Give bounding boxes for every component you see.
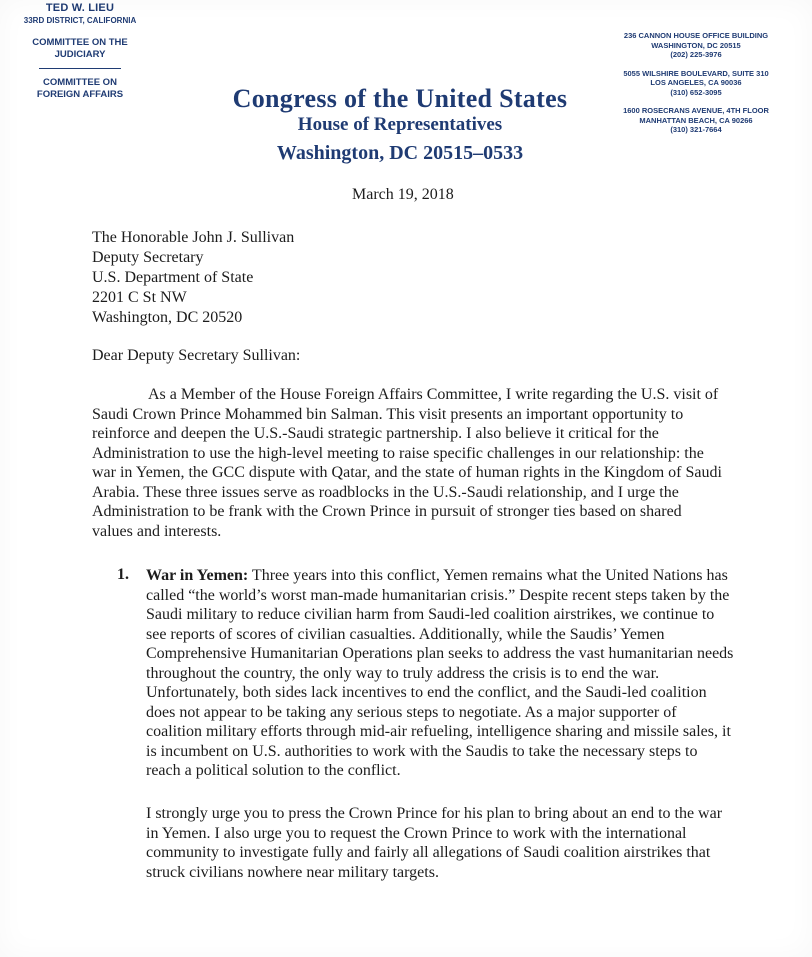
followup-paragraph: I strongly urge you to press the Crown Prince for his plan to bring about an end to the war in Yemen. I also urge you to request the Crown Prince to work with the international community to investigate fully and fairly all allegations of Saudi coalition airstrikes that struck civilians nowhere near military targets. <box>146 805 723 881</box>
recipient-line: Deputy Secretary <box>92 249 204 266</box>
letterhead-subtitle: House of Representatives <box>297 114 503 135</box>
office-line: WASHINGTON, DC 20515 <box>651 40 741 50</box>
recipient-line: U.S. Department of State <box>92 269 254 286</box>
office-dc <box>596 31 796 60</box>
office-phone: (202) 225-3976 <box>670 50 722 59</box>
recipient-line: Washington, DC 20520 <box>92 309 243 326</box>
recipient-line: 2201 C St NW <box>92 289 187 306</box>
office-manhattan-beach <box>596 106 796 135</box>
office-line: 5055 WILSHIRE BOULEVARD, SUITE 310 <box>623 68 769 78</box>
member-district: 33RD DISTRICT, CALIFORNIA <box>23 16 137 25</box>
intro-paragraph: As a Member of the House Foreign Affairs Committee, I write regarding the U.S. visit of Saudi Crown Prince Mohammed bin Salman. This visit presents an important opportunity to reinforce and deepen the U.S.-Saudi strategic partnership. I also believe it critical for the Administration to use the high-level meeting to raise specific challenges in our relationship: the war in Yemen, the GCC dispute with Qatar, and the state of human rights in the Kingdom of Saudi Arabia. These three issues serve as roadblocks in the U.S.-Saudi relationship, and I urge the Administration to be frank with the Crown Prince in pursuit of stronger ties based on shared values and interests. <box>92 386 722 540</box>
member-info <box>0 2 160 101</box>
letterhead-city: Washington, DC 20515–0533 <box>276 142 524 164</box>
office-line: MANHATTAN BEACH, CA 90266 <box>639 115 753 125</box>
item-number: 1. <box>117 566 129 583</box>
office-addresses <box>596 31 796 144</box>
recipient-address <box>92 228 294 328</box>
recipient-line: The Honorable John J. Sullivan <box>92 229 295 246</box>
committee-judiciary: COMMITTEE ON THE JUDICIARY <box>32 37 128 60</box>
letterhead-title: Congress of the United States <box>232 84 568 113</box>
office-line: LOS ANGELES, CA 90036 <box>650 78 742 87</box>
committee-foreign-affairs: COMMITTEE ON FOREIGN AFFAIRS <box>36 77 124 100</box>
office-line: 1600 ROSECRANS AVENUE, 4TH FLOOR <box>623 106 769 115</box>
office-line: 236 CANNON HOUSE OFFICE BUILDING <box>623 31 769 40</box>
item-heading: War in Yemen: <box>146 567 249 584</box>
committee-divider <box>39 68 121 69</box>
office-los-angeles <box>596 69 796 98</box>
office-phone: (310) 321-7664 <box>670 125 722 134</box>
salutation: Dear Deputy Secretary Sullivan: <box>92 347 301 364</box>
member-name: TED W. LIEU <box>45 2 115 14</box>
letter-date: March 19, 2018 <box>352 186 454 203</box>
item-body: Three years into this conflict, Yemen remains what the United Nations has called “the world’s worst man-made humanitarian crisis.” Despite recent steps taken by the Saudi military to reduce civilian harm from Saudi-led coalition airstrikes, we continue to see reports of scores of civilian casualties. Additionally, while the Saudis’ Yemen Comprehensive Humanitarian Operations plan seeks to address the vast humanitarian needs throughout the country, the only way to truly address the crisis is to end the war. Unfortunately, both sides lack incentives to end the conflict, and the Saudi-led coalition does not appear to be taking any serious steps to negotiate. As a major supporter of coalition military efforts through mid-air refueling, intelligence sharing and missile sales, it is incumbent on U.S. authorities to work with the Saudis to take the necessary steps to reach a political solution to the conflict. <box>146 567 734 779</box>
office-phone: (310) 652-3095 <box>670 87 722 97</box>
item-yemen-paragraph <box>146 566 736 781</box>
